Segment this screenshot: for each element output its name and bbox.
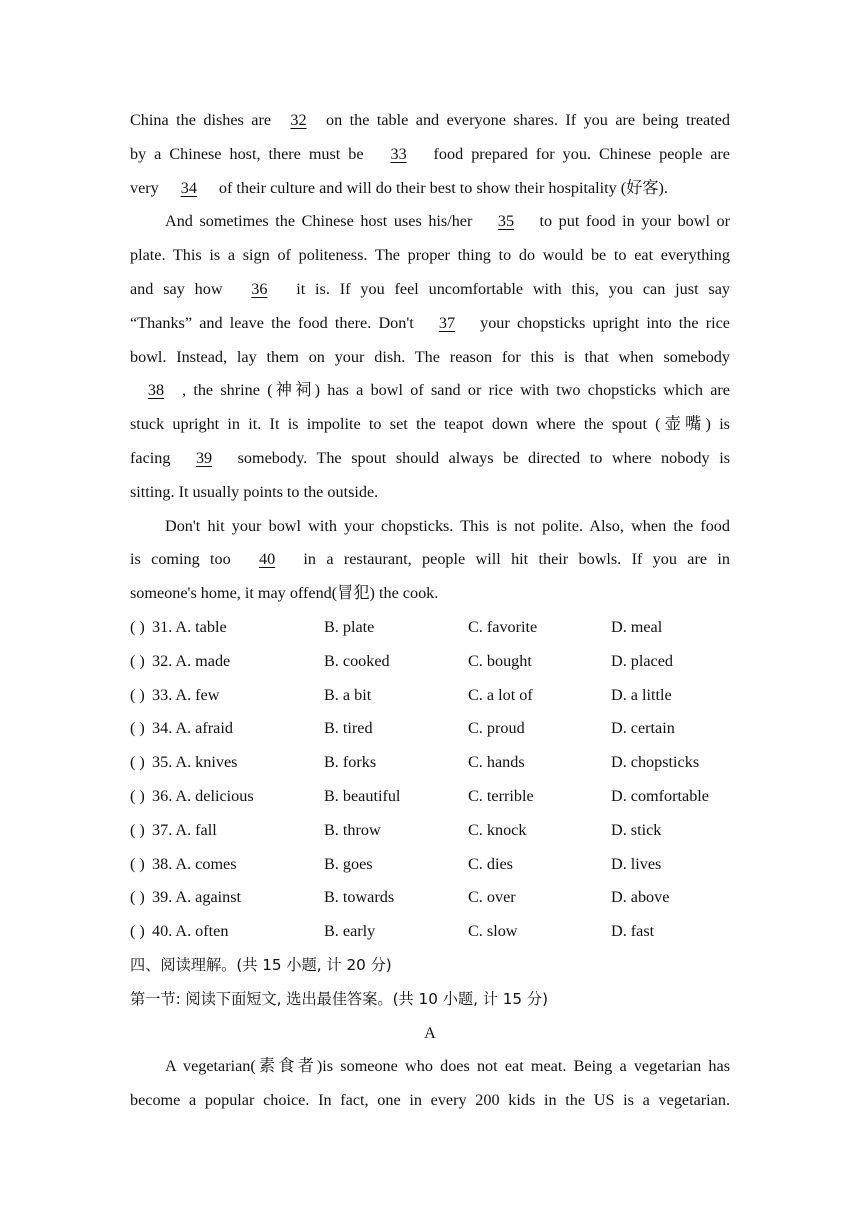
option-d: D. fast [611, 922, 655, 941]
option-a: 31. A. table [152, 617, 227, 636]
option-c: C. proud [468, 719, 525, 738]
section-title: 四、阅读理解。(共 15 小题, 计 20 分) [130, 955, 392, 974]
question-row [130, 611, 730, 645]
question-row [130, 780, 730, 814]
answer-blank: ( ) [130, 651, 145, 670]
option-b: B. goes [324, 854, 373, 873]
option-b: B. throw [324, 820, 381, 839]
option-a: 32. A. made [152, 651, 231, 670]
option-b: B. forks [324, 753, 377, 772]
option-b: B. plate [324, 617, 375, 636]
text-line: bowl. Instead, lay them on your dish. The reason for this is that when somebody [130, 347, 730, 366]
question-row [130, 814, 730, 848]
text-line: plate. This is a sign of politeness. The proper thing to do would be to eat everything [130, 246, 730, 265]
option-a: 39. A. against [152, 888, 242, 907]
blank-40: 40 [258, 550, 276, 569]
option-c: C. over [468, 888, 516, 907]
blank-33: 33 [390, 144, 407, 163]
option-b: B. towards [324, 888, 395, 907]
text-line: is coming too 40 in a restaurant, people will hit their bowls. If you are in [130, 543, 730, 577]
blank-36: 36 [251, 279, 268, 298]
blank-35: 35 [497, 212, 515, 231]
option-d: D. lives [611, 854, 662, 873]
text-line: And sometimes the Chinese host uses his/her 35 to put food in your bowl or [130, 205, 730, 239]
answer-blank: ( ) [130, 719, 145, 738]
text-line: sitting. It usually points to the outside. [130, 482, 379, 501]
option-d: D. placed [611, 651, 674, 670]
text-line: Don't hit your bowl with your chopsticks. This is not polite. Also, when the food [165, 516, 730, 535]
option-c: C. favorite [468, 617, 538, 636]
option-b: B. a bit [324, 685, 372, 704]
option-d: D. chopsticks [611, 753, 700, 772]
answer-blank: ( ) [130, 685, 145, 704]
option-d: D. above [611, 888, 670, 907]
option-d: D. certain [611, 719, 675, 738]
option-d: D. comfortable [611, 786, 709, 805]
question-row [130, 645, 730, 679]
text-line: China the dishes are 32 on the table and everyone shares. If you are being treated [130, 104, 730, 138]
option-a: 35. A. knives [152, 753, 238, 772]
question-row [130, 746, 730, 780]
text-line: become a popular choice. In fact, one in every 200 kids in the US is a vegetarian. [130, 1091, 730, 1110]
option-c: C. slow [468, 922, 518, 941]
answer-blank: ( ) [130, 786, 145, 805]
option-b: B. tired [324, 719, 373, 738]
text-line: 38 , the shrine (神祠) has a bowl of sand or rice with two chopsticks which are [130, 374, 730, 408]
text-line: and say how 36 it is. If you feel uncomfortable with this, you can just say [130, 273, 730, 307]
option-c: C. dies [468, 854, 513, 873]
option-a: 38. A. comes [152, 854, 237, 873]
blank-37: 37 [438, 313, 456, 332]
answer-blank: ( ) [130, 854, 145, 873]
option-d: D. meal [611, 617, 663, 636]
answer-blank: ( ) [130, 753, 145, 772]
option-d: D. stick [611, 820, 662, 839]
question-row [130, 915, 730, 949]
text-line: A vegetarian(素食者)is someone who does not eat meat. Being a vegetarian has [165, 1057, 730, 1076]
document-body [130, 104, 730, 1118]
blank-32: 32 [290, 111, 307, 129]
option-b: B. early [324, 922, 376, 941]
text-line: someone's home, it may offend(冒犯) the cook. [130, 584, 439, 603]
question-row [130, 881, 730, 915]
text-line: very 34 of their culture and will do their best to show their hospitality (好客). [130, 172, 730, 206]
answer-blank: ( ) [130, 922, 145, 941]
option-c: C. terrible [468, 786, 534, 805]
text-line: by a Chinese host, there must be 33 food prepared for you. Chinese people are [130, 138, 730, 172]
question-list [130, 611, 730, 949]
option-c: C. knock [468, 820, 527, 839]
text-line: facing 39 somebody. The spout should always be directed to where nobody is [130, 442, 730, 476]
blank-38: 38 [147, 381, 165, 400]
question-row [130, 848, 730, 882]
blank-39: 39 [195, 448, 213, 467]
text-line: “Thanks” and leave the food there. Don't 37 your chopsticks upright into the rice [130, 307, 730, 341]
option-a: 36. A. delicious [152, 786, 254, 805]
answer-blank: ( ) [130, 888, 145, 907]
option-c: C. bought [468, 651, 532, 670]
question-row [130, 679, 730, 713]
answer-blank: ( ) [130, 617, 145, 636]
option-a: 34. A. afraid [152, 719, 233, 738]
blank-34: 34 [180, 178, 197, 197]
passage-label: A [424, 1023, 436, 1042]
option-a: 37. A. fall [152, 820, 217, 839]
option-a: 33. A. few [152, 685, 220, 704]
option-c: C. a lot of [468, 685, 533, 704]
answer-blank: ( ) [130, 820, 145, 839]
option-b: B. cooked [324, 651, 390, 670]
question-row [130, 712, 730, 746]
option-b: B. beautiful [324, 786, 401, 805]
option-d: D. a little [611, 685, 672, 704]
option-a: 40. A. often [152, 922, 229, 941]
subsection-title: 第一节: 阅读下面短文, 选出最佳答案。(共 10 小题, 计 15 分) [130, 989, 549, 1008]
text-line: stuck upright in it. It is impolite to set the teapot down where the spout (壶嘴) is [130, 415, 730, 434]
option-c: C. hands [468, 753, 525, 772]
